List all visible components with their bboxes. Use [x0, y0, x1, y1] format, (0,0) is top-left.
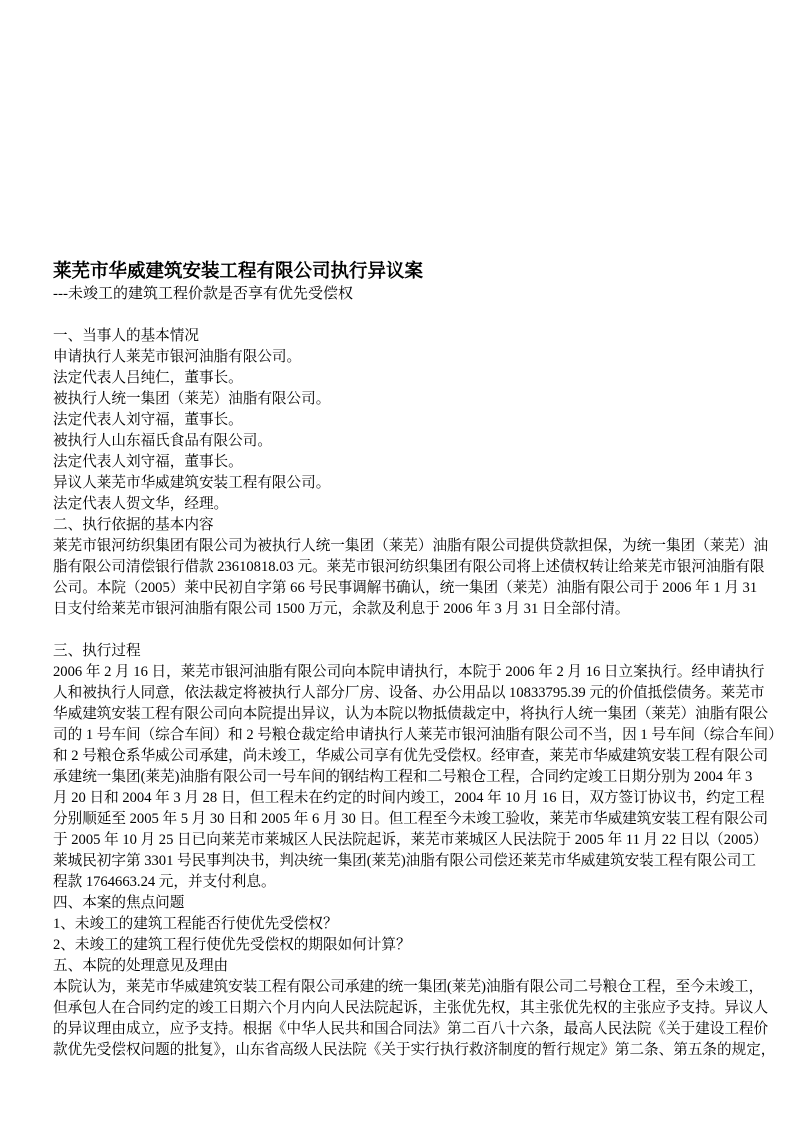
paragraph-line: 莱芜市银河纺织集团有限公司为被执行人统一集团（莱芜）油脂有限公司提供贷款担保，为统一集团（莱芜）油: [53, 538, 769, 554]
paragraph-line: 本院认为，莱芜市华威建筑安装工程有限公司承建的统一集团(莱芜)油脂有限公司二号粮仓工程，至今未竣工，: [53, 979, 764, 995]
paragraph-line: 日支付给莱芜市银河油脂有限公司 1500 万元，余款及利息于 2006 年 3 月 31 日全部付清。: [53, 601, 630, 617]
party-line: 法定代表人吕纯仁，董事长。: [53, 370, 243, 386]
section-1-heading: 一、当事人的基本情况: [53, 328, 199, 344]
paragraph-line: 分别顺延至 2005 年 5 月 30 日和 2005 年 6 月 30 日。但工程至今未竣工验收，莱芜市华威建筑安装工程有限公司: [53, 811, 769, 827]
party-line: 被执行人统一集团（莱芜）油脂有限公司。: [53, 391, 331, 407]
paragraph-line: 2006 年 2 月 16 日，莱芜市银河油脂有限公司向本院申请执行，本院于 2006 年 2 月 16 日立案执行。经申请执行: [53, 664, 765, 680]
document-title: 莱芜市华威建筑安装工程有限公司执行异议案: [53, 262, 424, 282]
party-line: 法定代表人贺文华，经理。: [53, 496, 229, 512]
issue-line: 1、未竣工的建筑工程能否行使优先受偿权？: [53, 916, 338, 932]
section-5-heading: 五、本院的处理意见及理由: [53, 958, 229, 974]
section-4-heading: 四、本案的焦点问题: [53, 895, 185, 911]
paragraph-line: 的异议理由成立，应予支持。根据《中华人民共和国合同法》第二百八十六条，最高人民法院《关于建设工程价: [53, 1021, 769, 1037]
paragraph-line: 于 2005 年 10 月 25 日已向莱芜市莱城区人民法院起诉，莱芜市莱城区人民法院于 2005 年 11 月 22 日以（2005）: [53, 832, 768, 848]
party-line: 被执行人山东福氏食品有限公司。: [53, 433, 272, 449]
section-2-heading: 二、执行依据的基本内容: [53, 517, 214, 533]
paragraph-line: 承建统一集团(莱芜)油脂有限公司一号车间的钢结构工程和二号粮仓工程，合同约定竣工日期分别为 2004 年 3: [53, 769, 753, 785]
document-subtitle: ---未竣工的建筑工程价款是否享有优先受偿权: [53, 286, 353, 302]
paragraph-line: 但承包人在合同约定的竣工日期六个月内向人民法院起诉，主张优先权，其主张优先权的主张应予支持。异议人: [53, 1000, 769, 1016]
party-line: 法定代表人刘守福，董事长。: [53, 412, 243, 428]
paragraph-line: 月 20 日和 2004 年 3 月 28 日，但工程未在约定的时间内竣工，2004 年 10 月 16 日，双方签订协议书，约定工程: [53, 790, 765, 806]
paragraph-line: 公司。本院（2005）莱中民初自字第 66 号民事调解书确认，统一集团（莱芜）油脂有限公司于 2006 年 1 月 31: [53, 580, 758, 596]
section-3-heading: 三、执行过程: [53, 643, 141, 659]
document-body: [53, 0, 783, 1061]
paragraph-line: 程款 1764663.24 元，并支付利息。: [53, 874, 276, 890]
paragraph-line: 莱城民初字第 3301 号民事判决书，判决统一集团(莱芜)油脂有限公司偿还莱芜市华威建筑安装工程有限公司工: [53, 853, 756, 869]
paragraph-line: 司的 1 号车间（综合车间）和 2 号粮仓裁定给申请执行人莱芜市银河油脂有限公司不当，因 1 号车间（综合车间）: [53, 727, 783, 743]
paragraph-line: 华威建筑安装工程有限公司向本院提出异议，认为本院以物抵债裁定中，将执行人统一集团（莱芜）油脂有限公: [53, 706, 769, 722]
party-line: 申请执行人莱芜市银河油脂有限公司。: [53, 349, 302, 365]
party-line: 异议人莱芜市华威建筑安装工程有限公司。: [53, 475, 331, 491]
paragraph-line: 人和被执行人同意，依法裁定将被执行人部分厂房、设备、办公用品以 10833795.39 元的价值抵偿债务。莱芜市: [53, 685, 765, 701]
paragraph-line: 和 2 号粮仓系华威公司承建，尚未竣工，华威公司享有优先受偿权。经审查，莱芜市华威建筑安装工程有限公司: [53, 748, 769, 764]
paragraph-line: 款优先受偿权问题的批复》，山东省高级人民法院《关于实行执行救济制度的暂行规定》第二条、第五条的规定，: [53, 1042, 776, 1058]
issue-line: 2、未竣工的建筑工程行使优先受偿权的期限如何计算？: [53, 937, 411, 953]
paragraph-line: 脂有限公司清偿银行借款 23610818.03 元。莱芜市银河纺织集团有限公司将上述债权转让给莱芜市银河油脂有限: [53, 559, 765, 575]
party-line: 法定代表人刘守福，董事长。: [53, 454, 243, 470]
